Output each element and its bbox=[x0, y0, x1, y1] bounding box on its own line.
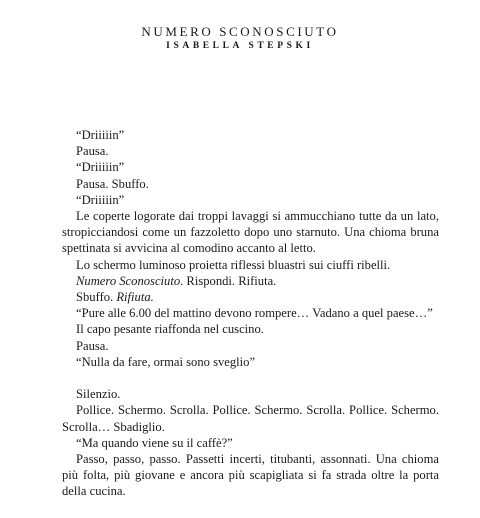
paragraph-ring-3: “Driiiiin” bbox=[76, 192, 125, 207]
paragraph-coffee: “Ma quando viene su il caffè?” bbox=[76, 435, 233, 450]
paragraph-footsteps: Passo, passo, passo. Passetti incerti, titubanti, assonnati. Una chioma più folta, più giovane e ancora più scapigliata si fa strada oltre la porta della cucina. bbox=[62, 452, 439, 499]
story-body bbox=[62, 127, 439, 500]
paragraph-reject bbox=[62, 289, 439, 305]
paragraph-screen-glow: Lo schermo luminoso proietta riflessi bluastri sui ciuffi ribelli. bbox=[76, 257, 391, 272]
story-title: NUMERO SCONOSCIUTO bbox=[141, 24, 339, 39]
paragraph-complaint: “Pure alle 6.00 del mattino devono rompere… Vadano a quel paese…” bbox=[76, 306, 433, 321]
paragraph-head-pillow: Il capo pesante riaffonda nel cuscino. bbox=[76, 322, 264, 337]
paragraph-pause-2: Pausa. bbox=[76, 338, 109, 353]
paragraph-spacer bbox=[62, 370, 439, 386]
paragraph-ring-2: “Driiiiin” bbox=[76, 160, 125, 175]
paragraph-pause-1: Pausa. bbox=[76, 144, 109, 159]
paragraph-pause-sigh: Pausa. Sbuffo. bbox=[76, 176, 149, 191]
paragraph-blankets: Le coperte logorate dai troppi lavaggi si ammucchiano tutte da un lato, stropicciandosi come un fazzoletto dopo uno starnuto. Una chioma bruna spettinata si avvicina al comodino accanto al letto. bbox=[62, 209, 439, 256]
paragraph-scrolling: Pollice. Schermo. Scrolla. Pollice. Schermo. Scrolla. Pollice. Schermo. Scrolla… Sbadiglio. bbox=[62, 403, 439, 434]
story-author: ISABELLA STEPSKI bbox=[166, 41, 314, 51]
caller-options: . Rispondi. Rifiuta. bbox=[180, 273, 277, 288]
reject-word: Rifiuta. bbox=[116, 290, 154, 305]
caller-label: Numero Sconosciuto bbox=[76, 273, 181, 288]
paragraph-ring-1: “Driiiiin” bbox=[76, 128, 125, 142]
reject-sigh: Sbuffo. bbox=[76, 290, 117, 305]
paragraph-silence: Silenzio. bbox=[76, 387, 121, 402]
paragraph-awake: “Nulla da fare, ormai sono sveglio” bbox=[76, 354, 256, 369]
paragraph-unknown-number bbox=[62, 273, 439, 289]
